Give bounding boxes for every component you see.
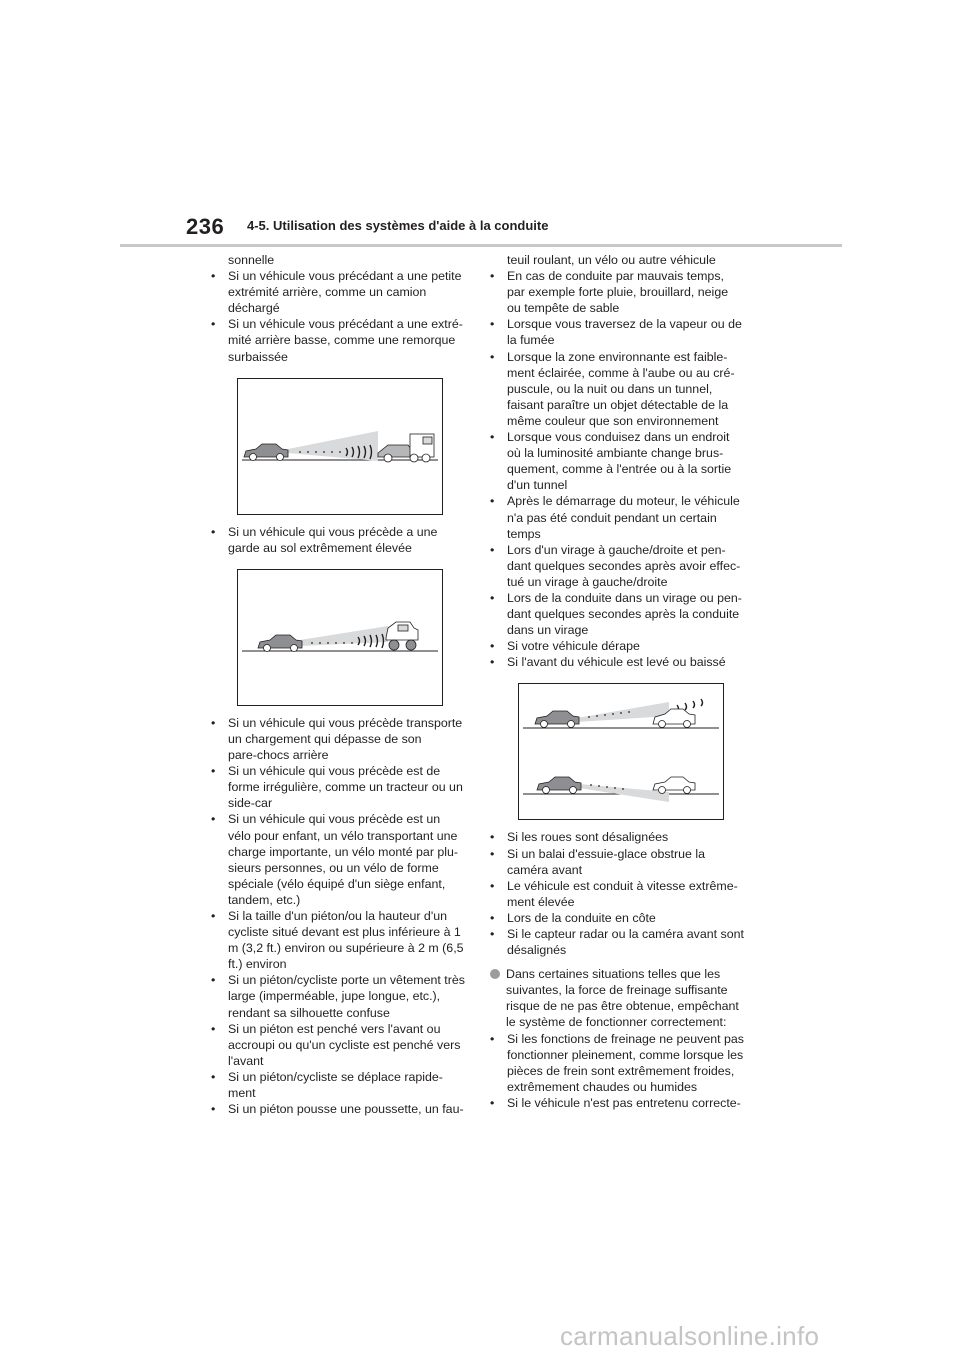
bullet-line	[490, 316, 755, 332]
bullet-line	[490, 365, 755, 381]
bullet-text: l'avant	[228, 1053, 264, 1068]
bullet-line	[490, 622, 755, 638]
suv-illustration	[238, 570, 442, 705]
bullet-line	[490, 284, 755, 300]
bullet-marker: •	[490, 542, 495, 557]
bullet-text: Si un piéton est penché vers l'avant ou	[228, 1021, 441, 1036]
bullet-line	[490, 1031, 755, 1047]
bullet-text: pièces de frein sont extrêmement froides,	[507, 1063, 735, 1078]
bullet-text: extrêmement chaudes ou humides	[507, 1079, 698, 1094]
suv-icon	[386, 622, 418, 650]
bullet-line	[490, 510, 755, 526]
bullet-marker: •	[211, 524, 216, 539]
bullet-text: pare-chocs arrière	[228, 748, 329, 763]
bullet-line	[211, 892, 471, 908]
bullet-text: Si un piéton/cycliste se déplace rapide-	[228, 1069, 443, 1084]
bullet-text: Lors d'un virage à gauche/droite et pen-	[507, 542, 726, 557]
bullet-line	[211, 828, 471, 844]
left-intro	[211, 252, 471, 268]
bullet-line	[211, 1069, 471, 1085]
bullet-text: Si votre véhicule dérape	[507, 639, 640, 654]
bullet-line	[490, 1079, 755, 1095]
bullet-marker: •	[211, 812, 216, 827]
bullet-text: mité arrière basse, comme une remorque	[228, 333, 456, 348]
bullet-marker: •	[490, 846, 495, 861]
bullet-line	[490, 300, 755, 316]
bullet-text: Lorsque vous conduisez dans un endroit	[507, 430, 730, 445]
bullet-text: par exemple forte pluie, brouillard, neige	[507, 285, 729, 300]
bullet-text: side-car	[228, 796, 273, 811]
circle-item-line	[490, 1014, 755, 1030]
bullet-line	[490, 493, 755, 509]
bullet-marker: •	[490, 494, 495, 509]
bullet-line	[490, 894, 755, 910]
bullet-marker: •	[211, 908, 216, 923]
bullet-line	[490, 381, 755, 397]
bullet-line	[211, 1053, 471, 1069]
bullet-text: temps	[507, 526, 541, 541]
bullet-text: cycliste situé devant est plus inférieure à 1	[228, 925, 461, 940]
bullet-line	[490, 445, 755, 461]
bullet-text: extrémité arrière, comme un camion	[228, 285, 427, 300]
bullet-line	[490, 542, 755, 558]
bullet-text: Si un véhicule vous précédant a une extré-	[228, 317, 463, 332]
bullet-text: tandem, etc.)	[228, 892, 301, 907]
bullet-line	[490, 349, 755, 365]
bullet-marker: •	[490, 878, 495, 893]
bullet-text: désalignés	[507, 943, 567, 958]
bullet-text: garde au sol extrêmement élevée	[228, 540, 412, 555]
circle-item-line	[490, 982, 755, 998]
bullet-line	[490, 461, 755, 477]
bullet-line	[490, 829, 755, 845]
bullet-text: la fumée	[507, 333, 555, 348]
bullet-marker: •	[490, 1095, 495, 1110]
bullet-line	[211, 349, 471, 365]
bullet-text: Si un piéton/cycliste porte un vêtement très	[228, 973, 465, 988]
truck-icon	[378, 434, 434, 462]
circle-item-line	[490, 998, 755, 1014]
bullet-line	[211, 908, 471, 924]
right-bullets-c	[490, 1031, 755, 1111]
continuation-line: teuil roulant, un vélo ou autre véhicule	[507, 253, 716, 267]
circle-bullet-icon	[490, 969, 500, 979]
bullet-line	[211, 811, 471, 827]
car-icon	[258, 635, 302, 652]
bullet-line	[490, 1063, 755, 1079]
bullet-marker: •	[490, 639, 495, 654]
bullet-text: puscule, ou la nuit ou dans un tunnel,	[507, 381, 713, 396]
figure-truck-low-rear	[237, 378, 443, 515]
bullet-line	[490, 268, 755, 284]
bullet-text: Si un véhicule vous précédant a une petite	[228, 269, 462, 284]
circle-item-text: le système de fonctionner correctement:	[506, 1015, 727, 1030]
bullet-line	[211, 956, 471, 972]
bullet-line	[490, 878, 755, 894]
bullet-line	[490, 846, 755, 862]
bullet-marker: •	[490, 1031, 495, 1046]
truck-illustration	[238, 379, 442, 514]
bullet-line	[211, 316, 471, 332]
bullet-line	[211, 524, 471, 540]
right-column	[490, 252, 755, 1111]
bullet-line	[211, 1085, 471, 1101]
bullet-marker: •	[490, 349, 495, 364]
continuation-line: sonnelle	[228, 253, 275, 267]
bullet-text: charge importante, un vélo monté par plu-	[228, 844, 459, 859]
bullet-text: d'un tunnel	[507, 478, 568, 493]
bullet-marker: •	[490, 927, 495, 941]
bullet-text: où la luminosité ambiante change brus-	[507, 446, 724, 461]
bullet-line	[490, 1095, 755, 1111]
bullet-line	[490, 862, 755, 878]
bullet-text: caméra avant	[507, 862, 583, 877]
bullet-line	[211, 860, 471, 876]
right-intro	[490, 252, 755, 268]
bullet-line	[211, 1101, 471, 1117]
bullet-marker: •	[490, 317, 495, 332]
bullet-text: Si l'avant du véhicule est levé ou baissé	[507, 655, 726, 670]
bullet-line	[211, 924, 471, 940]
bullet-text: Si les roues sont désalignées	[507, 830, 669, 845]
bullet-line	[490, 413, 755, 429]
bullet-line	[490, 638, 755, 654]
bullet-line	[211, 1021, 471, 1037]
right-circle-item	[490, 966, 755, 1030]
left-bullets-b	[211, 524, 471, 556]
bullet-marker: •	[490, 590, 495, 605]
bullet-text: fonctionner pleinement, comme lorsque les	[507, 1047, 744, 1062]
bullet-line	[211, 940, 471, 956]
circle-item-line	[490, 966, 755, 982]
bullet-line	[211, 715, 471, 731]
bullet-marker: •	[211, 715, 216, 730]
bullet-line	[211, 876, 471, 892]
right-bullets-b	[490, 829, 755, 958]
left-bullets-a	[211, 268, 471, 365]
bullet-text: Lorsque la zone environnante est faible-	[507, 349, 728, 364]
bullet-marker: •	[211, 1102, 216, 1117]
pitch-illustration	[519, 684, 723, 819]
bullet-line	[211, 1037, 471, 1053]
bullet-line	[211, 332, 471, 348]
bullet-line	[211, 1005, 471, 1021]
figure-front-lifted	[518, 683, 724, 820]
lead-car-icon-lower	[653, 777, 695, 794]
bullet-line	[211, 300, 471, 316]
bullet-text: ment éclairée, comme à l'aube ou au cré-	[507, 365, 735, 380]
bullet-text: Si le capteur radar ou la caméra avant sont	[507, 927, 744, 941]
bullet-text: Si un véhicule qui vous précède est de	[228, 764, 441, 779]
bullet-text: Le véhicule est conduit à vitesse extrême-	[507, 878, 738, 893]
bullet-text: faisant paraître un objet détectable de la	[507, 397, 729, 412]
bullet-text: tué un virage à gauche/droite	[507, 574, 668, 589]
bullet-text: accroupi ou qu'un cycliste est penché vers	[228, 1037, 461, 1052]
bullet-line	[211, 972, 471, 988]
bullet-text: sieurs personnes, ou un vélo de forme	[228, 860, 439, 875]
bullet-text: surbaissée	[228, 349, 288, 364]
bullet-marker: •	[490, 910, 495, 925]
bullet-line	[211, 988, 471, 1004]
bullet-line	[490, 558, 755, 574]
bullet-text: un chargement qui dépasse de son	[228, 731, 422, 746]
bullet-text: m (3,2 ft.) environ ou supérieure à 2 m (6,5	[228, 941, 464, 956]
left-column	[211, 252, 471, 1117]
bullet-text: dant quelques secondes après la conduite	[507, 607, 740, 622]
bullet-line	[211, 795, 471, 811]
bullet-marker: •	[211, 764, 216, 779]
header-rule	[120, 244, 842, 247]
bullet-line	[490, 942, 755, 958]
bullet-marker: •	[490, 430, 495, 445]
bullet-line	[211, 763, 471, 779]
bullet-line	[490, 606, 755, 622]
bullet-line	[490, 397, 755, 413]
car-icon	[535, 711, 579, 728]
bullet-text: ft.) environ	[228, 957, 287, 972]
left-bullets-c	[211, 715, 471, 1117]
bullet-text: dans un virage	[507, 623, 589, 638]
bullet-line	[211, 844, 471, 860]
car-icon	[244, 444, 288, 461]
bullet-text: Si la taille d'un piéton/ou la hauteur d'un	[228, 908, 447, 923]
bullet-marker: •	[211, 973, 216, 988]
bullet-line	[490, 477, 755, 493]
circle-item-text: Dans certaines situations telles que les	[506, 967, 721, 982]
bullet-line	[211, 731, 471, 747]
bullet-line	[490, 926, 755, 942]
bullet-text: même couleur que son environnement	[507, 413, 719, 428]
bullet-text: déchargé	[228, 301, 280, 316]
bullet-marker: •	[490, 269, 495, 284]
bullet-text: ou tempête de sable	[507, 301, 620, 316]
bullet-text: ment élevée	[507, 894, 575, 909]
figure-high-clearance	[237, 569, 443, 706]
watermark: carmanualsonline.info	[560, 1321, 820, 1351]
bullet-text: n'a pas été conduit pendant un certain	[507, 510, 717, 525]
bullet-text: Lors de la conduite en côte	[507, 910, 656, 925]
bullet-line	[490, 1047, 755, 1063]
bullet-text: rendant sa silhouette confuse	[228, 1005, 390, 1020]
bullet-marker: •	[211, 317, 216, 332]
bullet-text: ment	[228, 1086, 256, 1100]
bullet-text: Si le véhicule n'est pas entretenu correcte-	[507, 1095, 741, 1110]
bullet-text: Lors de la conduite dans un virage ou pen-	[507, 590, 742, 605]
bullet-text: spéciale (vélo équipé d'un siège enfant,	[228, 876, 446, 891]
bullet-line	[490, 910, 755, 926]
bullet-text: forme irrégulière, comme un tracteur ou un	[228, 780, 463, 795]
bullet-line	[490, 654, 755, 670]
bullet-text: vélo pour enfant, un vélo transportant une	[228, 828, 458, 843]
bullet-marker: •	[211, 269, 216, 284]
bullet-text: Si un balai d'essuie-glace obstrue la	[507, 846, 705, 861]
bullet-marker: •	[211, 1021, 216, 1036]
bullet-text: Après le démarrage du moteur, le véhicule	[507, 494, 740, 509]
page-number: 236	[186, 214, 225, 239]
bullet-text: dant quelques secondes après avoir effec-	[507, 558, 741, 573]
bullet-line	[211, 779, 471, 795]
bullet-text: Si un véhicule qui vous précède est un	[228, 812, 441, 827]
circle-item-text: suivantes, la force de freinage suffisante	[506, 983, 728, 998]
bullet-text: En cas de conduite par mauvais temps,	[507, 269, 724, 284]
bullet-line	[490, 332, 755, 348]
bullet-marker: •	[211, 1069, 216, 1084]
bullet-marker: •	[490, 830, 495, 845]
bullet-marker: •	[490, 655, 495, 670]
car-icon-lower	[537, 777, 581, 794]
bullet-line	[211, 284, 471, 300]
bullet-text: Si un piéton pousse une poussette, un fau-	[228, 1102, 464, 1117]
bullet-text: quement, comme à l'entrée ou à la sortie	[507, 462, 732, 477]
bullet-text: Si un véhicule qui vous précède a une	[228, 524, 438, 539]
circle-item-text: risque de ne pas être obtenue, empêchant	[506, 999, 739, 1014]
bullet-line	[490, 526, 755, 542]
bullet-line	[490, 429, 755, 445]
bullet-text: Si les fonctions de freinage ne peuvent pas	[507, 1031, 744, 1046]
bullet-text: Lorsque vous traversez de la vapeur ou de	[507, 317, 742, 332]
bullet-line	[211, 747, 471, 763]
bullet-line	[490, 590, 755, 606]
bullet-line	[211, 540, 471, 556]
right-bullets-a	[490, 268, 755, 670]
bullet-text: large (imperméable, jupe longue, etc.),	[228, 989, 441, 1004]
bullet-text: Si un véhicule qui vous précède transporte	[228, 715, 463, 730]
bullet-line	[211, 268, 471, 284]
bullet-line	[490, 574, 755, 590]
section-title: 4-5. Utilisation des systèmes d'aide à la conduite	[247, 218, 549, 233]
